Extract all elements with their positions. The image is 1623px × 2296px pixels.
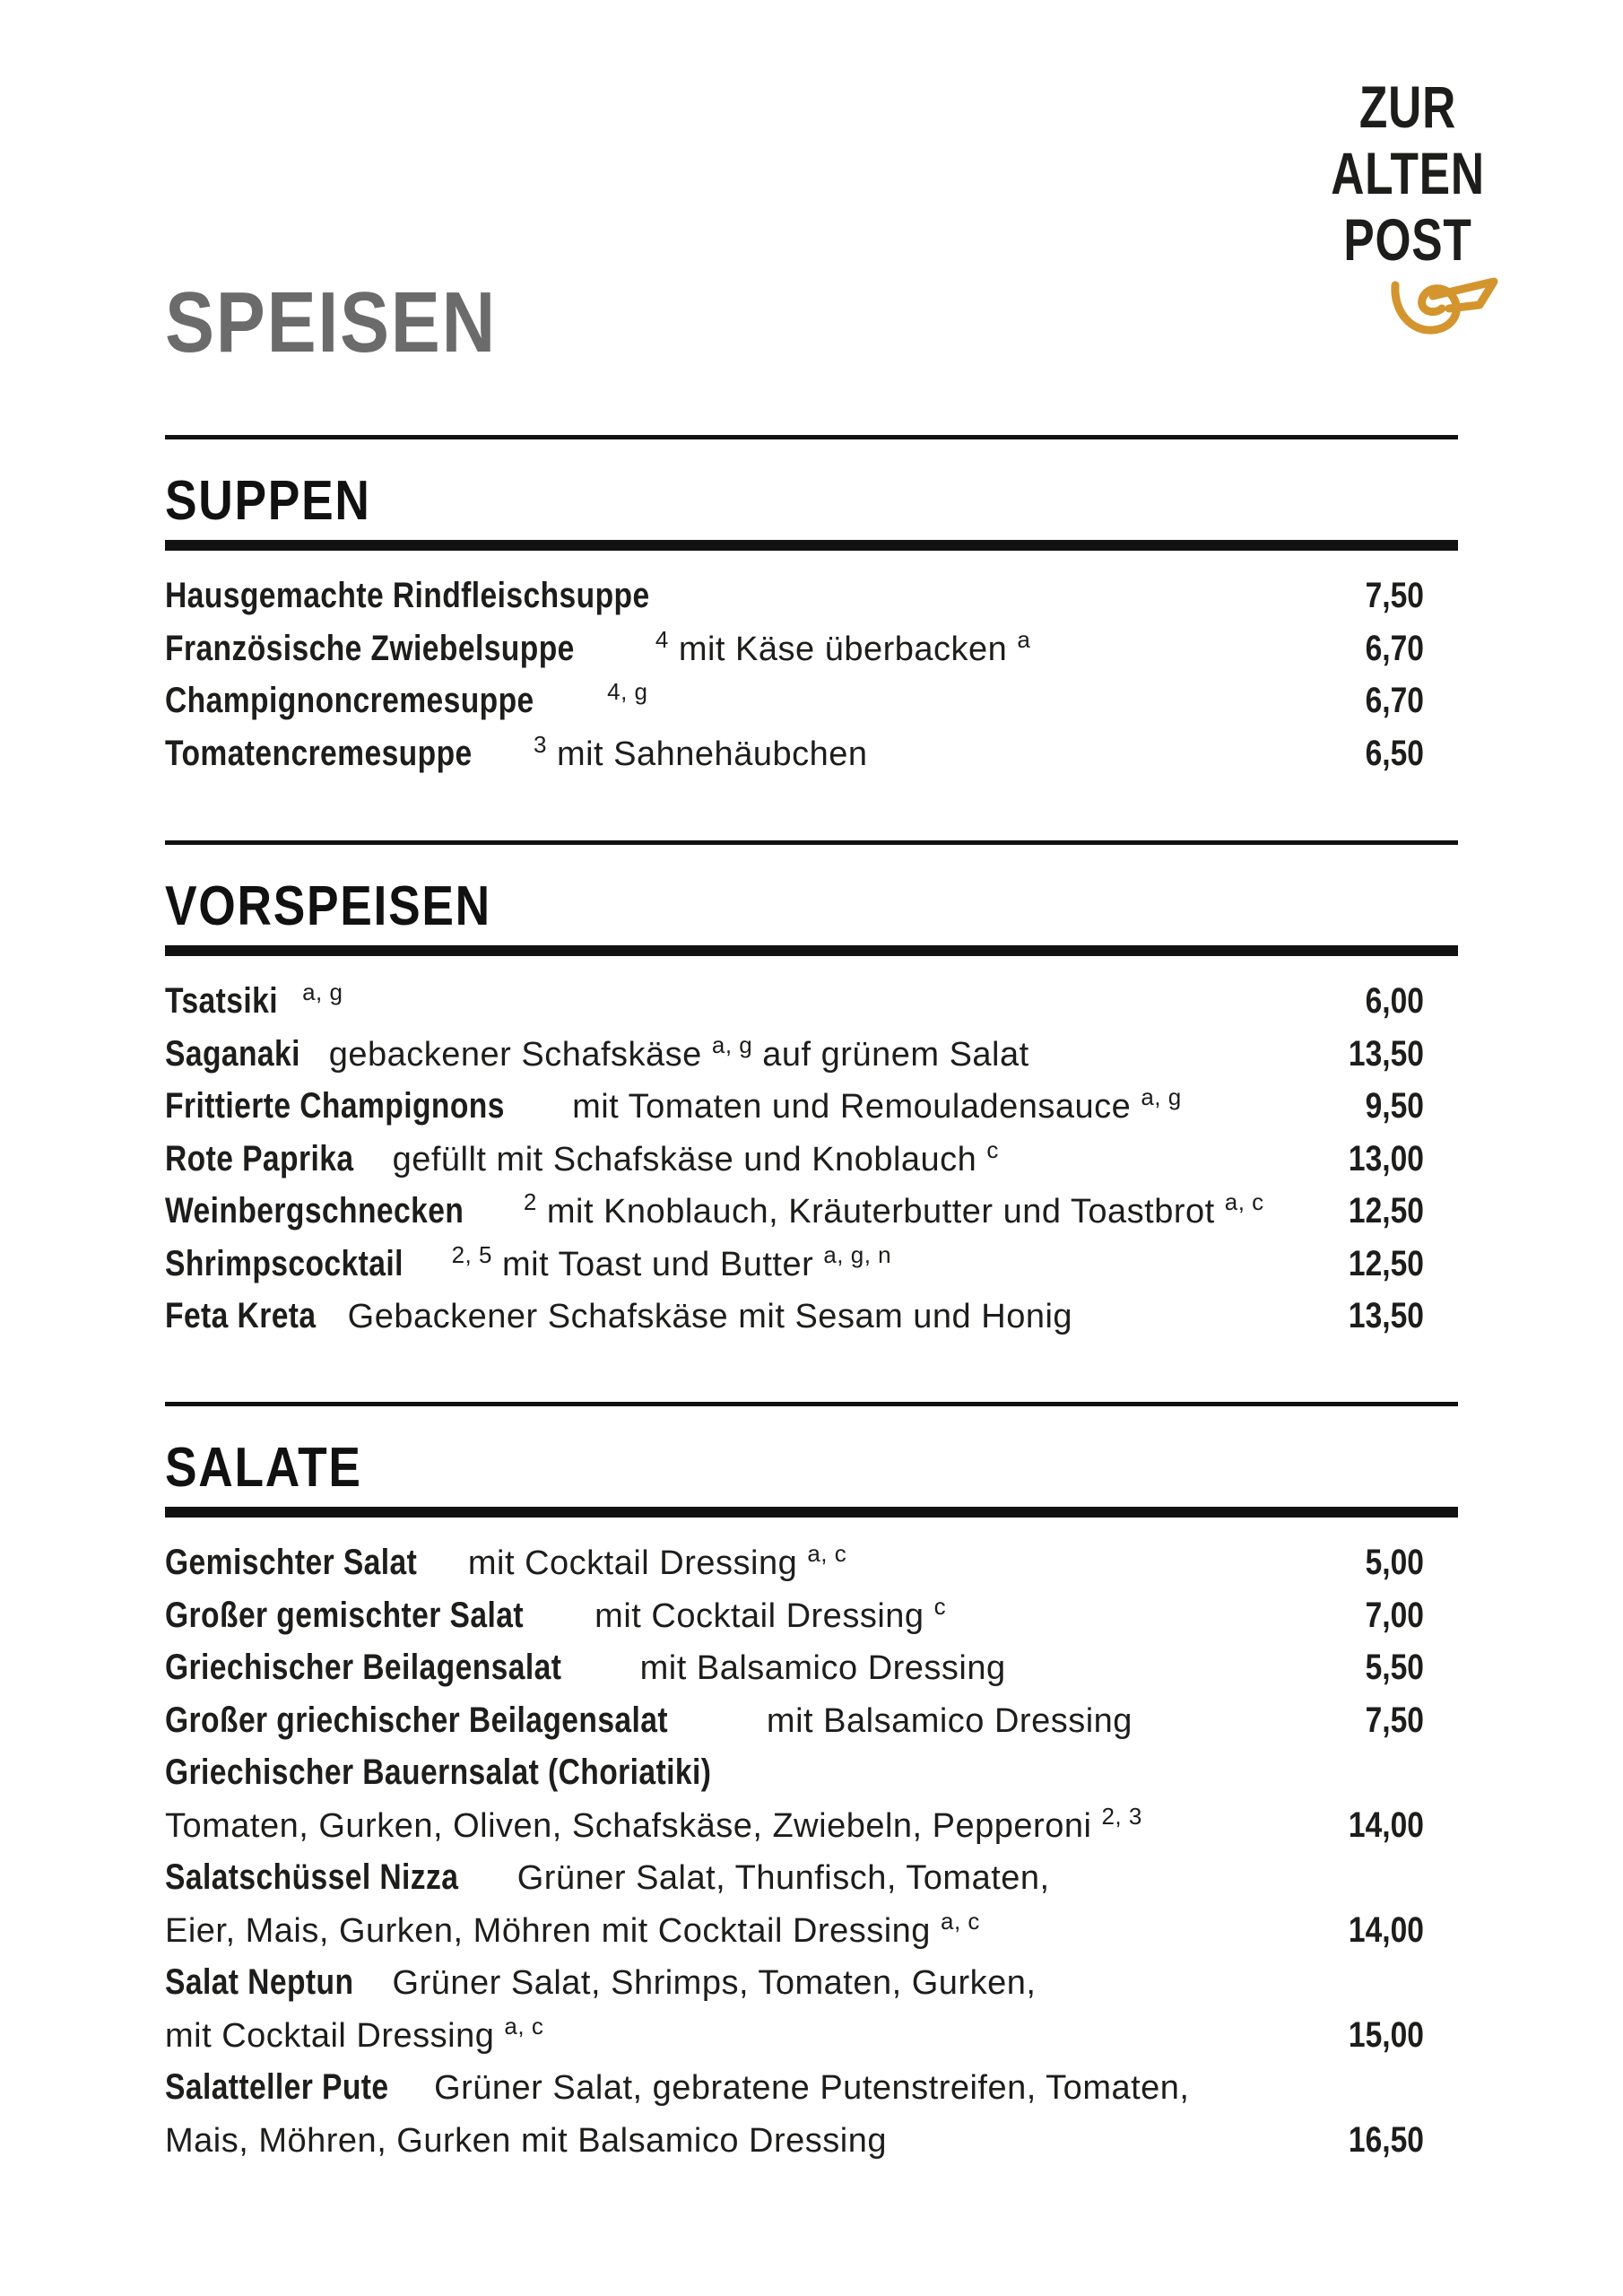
menu-item-continuation [165, 2012, 1458, 2068]
menu-item-continuation [165, 1907, 1458, 1963]
allergen-note: a, g [302, 978, 343, 1005]
section-divider [165, 1402, 1458, 1406]
menu-item [165, 576, 1458, 629]
menu-item [165, 1083, 1458, 1139]
item-name: Großer griechischer Beilagensalat [165, 1700, 669, 1740]
item-price: 13,50 [1348, 1033, 1424, 1074]
section-salate [165, 1402, 1458, 2172]
item-price: 16,50 [1348, 2119, 1424, 2160]
section-divider [165, 945, 1458, 956]
menu-item [165, 1031, 1458, 1087]
item-description: auf grünem Salat [752, 1035, 1029, 1074]
allergen-note: a, c [807, 1540, 847, 1567]
allergen-note: 2 [523, 1188, 537, 1215]
allergen-note: a [1017, 625, 1031, 653]
menu-item [165, 1857, 1458, 1910]
item-description: mit Toast und Butter [491, 1245, 824, 1283]
menu-item [165, 1752, 1458, 1805]
item-price: 7,00 [1365, 1595, 1424, 1635]
section-divider [165, 1507, 1458, 1518]
allergen-note: c [986, 1135, 999, 1163]
menu-item [165, 678, 1458, 734]
item-price: 13,50 [1348, 1296, 1424, 1335]
menu-item [165, 1540, 1458, 1596]
item-price: 14,00 [1348, 1805, 1424, 1845]
allergen-note: 2, 5 [451, 1240, 492, 1268]
item-description: Grüner Salat, Thunfisch, Tomaten, [507, 1859, 1050, 1897]
item-name: Griechischer Beilagensalat [165, 1648, 562, 1687]
item-name: Champignoncremesuppe [165, 681, 534, 720]
item-description: gefüllt mit Schafskäse und Knoblauch [382, 1140, 987, 1178]
menu-item [165, 1188, 1458, 1244]
item-name: Tomatencremesuppe [165, 733, 473, 773]
page-title: SPEISEN [165, 274, 497, 370]
menu-item [165, 2067, 1458, 2120]
item-description: Gebackener Schafskäse mit Sesam und Honig [337, 1298, 1073, 1335]
section-divider [165, 435, 1458, 439]
item-description: Tomaten, Gurken, Oliven, Schafskäse, Zwiebeln, Pepperoni [165, 1806, 1102, 1845]
item-description: gebackener Schafskäse [318, 1035, 712, 1074]
allergen-note: 2, 3 [1101, 1802, 1142, 1830]
item-price: 9,50 [1365, 1086, 1424, 1126]
item-name: Großer gemischter Salat [165, 1595, 524, 1635]
item-name: Weinbergschnecken [165, 1191, 464, 1231]
item-description: mit Käse überbacken [668, 630, 1008, 668]
item-description: mit Balsamico Dressing [629, 1649, 1006, 1687]
item-price: 7,50 [1365, 576, 1424, 615]
logo-line-2: ALTEN [1331, 140, 1485, 206]
item-description: mit Knoblauch, Kräuterbutter und Toastbrot [536, 1193, 1225, 1231]
section-heading: VORSPEISEN [165, 875, 491, 937]
item-description: Grüner Salat, gebratene Putenstreifen, Tomaten, [424, 2069, 1190, 2107]
item-name: Tsatsiki [165, 981, 278, 1021]
item-price: 5,50 [1365, 1648, 1424, 1687]
item-description: mit Cocktail Dressing [165, 2016, 505, 2055]
allergen-note: c [933, 1592, 947, 1620]
allergen-note: a, g, n [823, 1240, 892, 1268]
menu-item-continuation [165, 1802, 1458, 1858]
menu-item [165, 1135, 1458, 1192]
menu-item [165, 978, 1458, 1034]
item-description: mit Balsamico Dressing [756, 1701, 1133, 1740]
item-description: mit Cocktail Dressing [585, 1596, 934, 1635]
item-price: 5,00 [1365, 1543, 1424, 1582]
menu-item [165, 1592, 1458, 1648]
allergen-note: a, c [504, 2012, 544, 2039]
item-description: Grüner Salat, Shrimps, Tomaten, Gurken, [382, 1964, 1037, 2002]
item-price: 13,00 [1348, 1138, 1424, 1178]
section-heading: SALATE [165, 1437, 362, 1499]
section-heading: SUPPEN [165, 470, 371, 532]
item-name: Französische Zwiebelsuppe [165, 628, 575, 668]
item-name: Salatteller Pute [165, 2067, 389, 2107]
item-description: mit Sahnehäubchen [546, 735, 868, 773]
item-name: Saganaki [165, 1033, 300, 1074]
item-price: 6,50 [1365, 733, 1424, 773]
item-name: Hausgemachte Rindfleischsuppe [165, 576, 650, 615]
allergen-note: 4 [655, 625, 669, 653]
logo-line-3: POST [1343, 206, 1472, 273]
section-divider [165, 840, 1458, 845]
item-price: 12,50 [1348, 1191, 1424, 1231]
post-horn-icon [1386, 269, 1503, 341]
menu-item [165, 1648, 1458, 1700]
item-price: 6,00 [1365, 981, 1424, 1021]
item-price: 6,70 [1365, 628, 1424, 668]
menu-item [165, 1962, 1458, 2015]
menu-item [165, 1240, 1458, 1297]
section-divider [165, 540, 1458, 551]
item-name: Rote Paprika [165, 1138, 354, 1178]
allergen-note: a, g [1141, 1083, 1182, 1110]
menu-item [165, 625, 1458, 682]
allergen-note: 3 [533, 730, 547, 758]
section-vorspeisen [165, 840, 1458, 1349]
item-description: Eier, Mais, Gurken, Möhren mit Cocktail Dressing [165, 1911, 941, 1950]
item-name: Frittierte Champignons [165, 1086, 505, 1126]
restaurant-logo [1309, 74, 1506, 361]
allergen-note: a, c [1224, 1188, 1264, 1215]
item-name: Griechischer Bauernsalat (Choriatiki) [165, 1752, 712, 1792]
item-price: 6,70 [1365, 681, 1424, 720]
item-description: Mais, Möhren, Gurken mit Balsamico Dressing [165, 2121, 887, 2160]
item-description: mit Tomaten und Remouladensauce [562, 1088, 1141, 1126]
logo-line-1: ZUR [1358, 74, 1457, 140]
menu-item [165, 1700, 1458, 1753]
item-name: Gemischter Salat [165, 1543, 418, 1582]
menu-item [165, 1296, 1458, 1349]
item-name: Feta Kreta [165, 1296, 317, 1335]
allergen-note: a, g [711, 1031, 753, 1058]
section-suppen [165, 435, 1458, 786]
item-price: 7,50 [1365, 1700, 1424, 1740]
item-name: Salat Neptun [165, 1962, 354, 2002]
item-price: 12,50 [1348, 1243, 1424, 1283]
item-name: Shrimpscocktail [165, 1243, 404, 1283]
allergen-note: a, c [941, 1907, 980, 1935]
allergen-note: 4, g [607, 678, 648, 705]
item-price: 14,00 [1348, 1909, 1424, 1950]
menu-item [165, 730, 1458, 787]
item-price: 15,00 [1348, 2014, 1424, 2055]
item-description: mit Cocktail Dressing [457, 1544, 808, 1582]
menu-item-continuation [165, 2120, 1458, 2173]
item-name: Salatschüssel Nizza [165, 1857, 459, 1897]
